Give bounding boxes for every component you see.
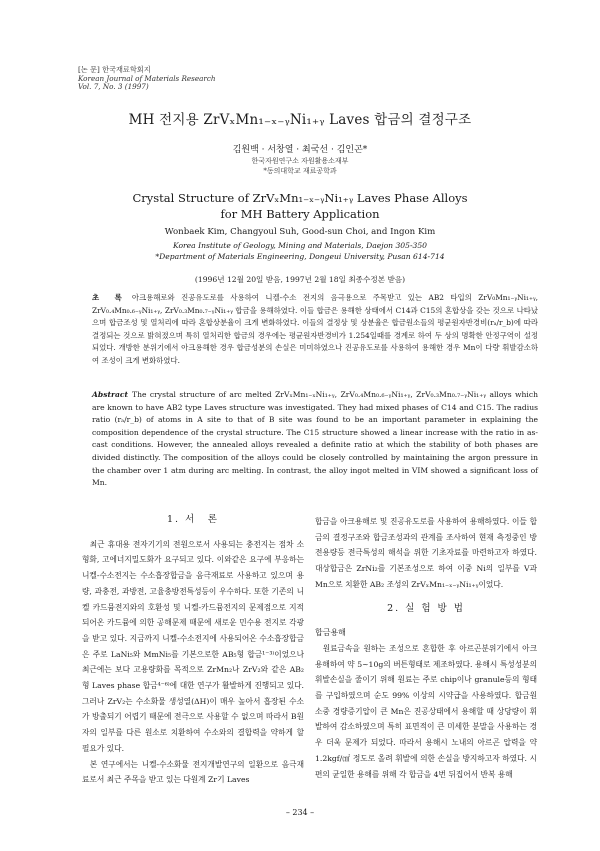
section-1-paragraph-2: 본 연구에서는 니켈-수소화물 전지개발연구의 일환으로 음극재료로서 최근 주목을 받고 있는 다원계 Zr기 Laves	[82, 759, 304, 785]
english-affiliations	[0, 240, 600, 262]
received-dates: (1996년 12월 20일 받음, 1997년 2월 18일 최종수정본 받음)	[194, 275, 406, 284]
english-abstract-label: Abstract	[92, 390, 129, 399]
english-authors: Wonbaek Kim, Changyoul Suh, Good-sun Choi, and Ingon Kim	[164, 227, 436, 237]
journal-header	[78, 66, 216, 92]
korean-affiliation-1: 한국자원연구소 자원활용소재부	[251, 157, 349, 165]
right-column	[315, 514, 537, 782]
journal-name: Korean Journal of Materials Research	[78, 73, 216, 83]
section-1-heading: 1. 서 론	[167, 514, 219, 525]
section-2-paragraph-1: 원료금속을 원하는 조성으로 혼합한 후 아르곤분위기에서 아크 용해하여 약 5~10g의 버튼형태로 제조하였다. 용해시 특성성분의 휘발손실을 줄이기 위해 원료는 주로 chip이나 granule등의 형태를 구입하였으며 순도 99% 이상의 시약급을 사용하였다. 합금원소중 경량증기압이 큰 Mn은 진공상태에서 용해할 때 상당량이 휘발하여 감소하였으며 특히 표면적이 큰 미세한 분말을 사용하는 경우 더욱 문제가 되었다. 따라서 용해시 노내의 아르곤 압력을 약 1.2kgf/㎠ 정도로 올려 휘발에 의한 손실을 방지하고자 하였다. 시편의 균일한 용해를 위해 각 합금을 4번 뒤집어서 반복 용해	[315, 643, 537, 779]
page-number: – 234 –	[285, 808, 315, 817]
english-title	[0, 191, 600, 222]
right-column-paragraph-1: 합금을 아크용해로 및 진공유도로를 사용하여 용해하였다. 이들 합금의 결정구조와 합금조성과의 관계를 조사하여 현재 측정중인 방전용량등 전극특성의 해석을 위한 기초자료를 마련하고자 하였다. 대상합금은 ZrNi₂를 기본조성으로 하여 이중 Ni의 일부를 V과 Mn으로 치환한 AB₂ 조성의 ZrVₓMn₁₋ₓ₋ᵧNi₁₊ᵧ이었다.	[315, 517, 537, 589]
korean-affiliations	[0, 156, 600, 176]
korean-affiliation-2: *동의대학교 재료공학과	[263, 167, 337, 175]
english-abstract-text: The crystal structure of arc melted ZrVₓMn₁₋ₓNi₁₊ᵧ, ZrV₀.₄Mn₀.₆₋ᵧNi₁₊ᵧ, ZrV₀.₃Mn₀.₇₋ᵧNi₁₊ᵧ alloys which are known to have AB2 type Laves structure was investigated. They had mixed phases of C14 and C15. The radius ratio (rₐ/r_b) of atoms in A site to that of B site was found to be an important parameter in explaining the composition dependence of the crystal structure. The C15 structure showed a linear increase with the ratio in as-cast conditions. However, the annealed alloys revealed a definite ratio at which the stability of both phases are divided distinctly. The composition of the alloys could be closely controlled by maintaining the argon pressure in the chamber over 1 atm during arc melting. In contrast, the alloy ingot melted in VIM showed a significant loss of Mn.	[92, 390, 538, 488]
journal-volume: Vol. 7, No. 3 (1997)	[78, 82, 149, 92]
korean-abstract-text: 아크용해로와 진공유도로를 사용하여 니켈-수소 전지의 음극용으로 주목받고 있는 AB2 타입의 ZrV₀Mn₁₋ᵧNi₁₊ᵧ, ZrV₀.₄Mn₀.₆₋ᵧNi₁₊ᵧ, ZrV₀.₃Mn₀.₇₋ᵧNi₁₊ᵧ 합금을 용해하였다. 이들 합금은 용해한 상태에서 C14과 C15의 혼합상을 갖는 것으로 나타났으며 합금조성 및 열처리에 따라 혼합상분율이 크게 변화하였다. 이들의 결정상 및 상분율은 합금원소들의 평균원자반경비(rₐ/r_b)에 따라 결정되는 것으로 밝혀졌으며 특히 열처리한 합금의 경우에는 평균원자반경비가 1.254일때를 경계로 하여 두 상의 명확한 안정구역이 설정되었다. 개방한 분위기에서 아크용해한 경우 합금성분의 손실은 미미하였으나 진공유도로를 사용하여 용해한 경우 Mn이 다량 휘발감소하여 조성이 크게 변화하였다.	[92, 293, 538, 365]
korean-abstract	[92, 292, 538, 367]
english-title-line-2: for MH Battery Application	[220, 206, 380, 221]
journal-type-label: [논 문] 한국재료학회지	[78, 65, 151, 74]
left-column	[82, 512, 304, 788]
english-affiliation-1: Korea Institute of Geology, Mining and Materials, Daejon 305-350	[172, 241, 428, 250]
korean-authors: 김원백 · 서창열 · 최국선 · 김인곤*	[232, 145, 368, 155]
korean-title: MH 전지용 ZrVₓMn₁₋ₓ₋ᵧNi₁₊ᵧ Laves 합금의 결정구조	[128, 112, 472, 128]
english-affiliation-2: *Department of Materials Engineering, Dongeui University, Pusan 614-714	[155, 252, 445, 261]
korean-abstract-label: 초 록	[92, 293, 122, 302]
english-abstract	[92, 389, 538, 490]
section-2-subheading: 합금용해	[315, 628, 346, 638]
section-2-heading: 2. 실 험 방 법	[387, 602, 465, 614]
english-title-line-1: Crystal Structure of ZrVₓMn₁₋ₓ₋ᵧNi₁₊ᵧ Laves Phase Alloys	[132, 191, 468, 205]
section-1-paragraph-1: 최근 휴대용 전자기기의 전원으로서 사용되는 충전지는 점차 소형화, 고에너지밀도화가 요구되고 있다. 이와같은 요구에 부응하는 니켈-수소전지는 수소흡장합금을 음극재료로 사용하고 있으며 용량, 과충전, 과방전, 고율충방전특성등이 우수하다. 또한 기존의 니켈 카드뮴전지와의 호환성 및 니켈-카드뮴전지의 문제점으로 지적되어온 카드뮴에 의한 공해문제 때문에 새로운 민수용 전지로 각광을 받고 있다. 지금까지 니켈-수소전지에 사용되어온 수소흡장합금은 주로 LaNi₅와 MmNi₅를 기본으로한 AB₅형 합금¹⁻³⁾이었으나 최근에는 보다 고용량화를 목적으로 ZrMn₂나 ZrV₂와 같은 AB₂형 Laves phase 합금⁴⁻⁶⁾에 대한 연구가 활발하게 진행되고 있다. 그러나 ZrV₂는 수소화물 생성열(ΔH)이 매우 높아서 흡장된 수소가 방출되기 어렵기 때문에 전극으로 사용할 수 없으며 따라서 B원자의 일부를 다른 원소로 치환하여 수소와의 결합력을 약하게 할 필요가 있다.	[82, 539, 304, 753]
